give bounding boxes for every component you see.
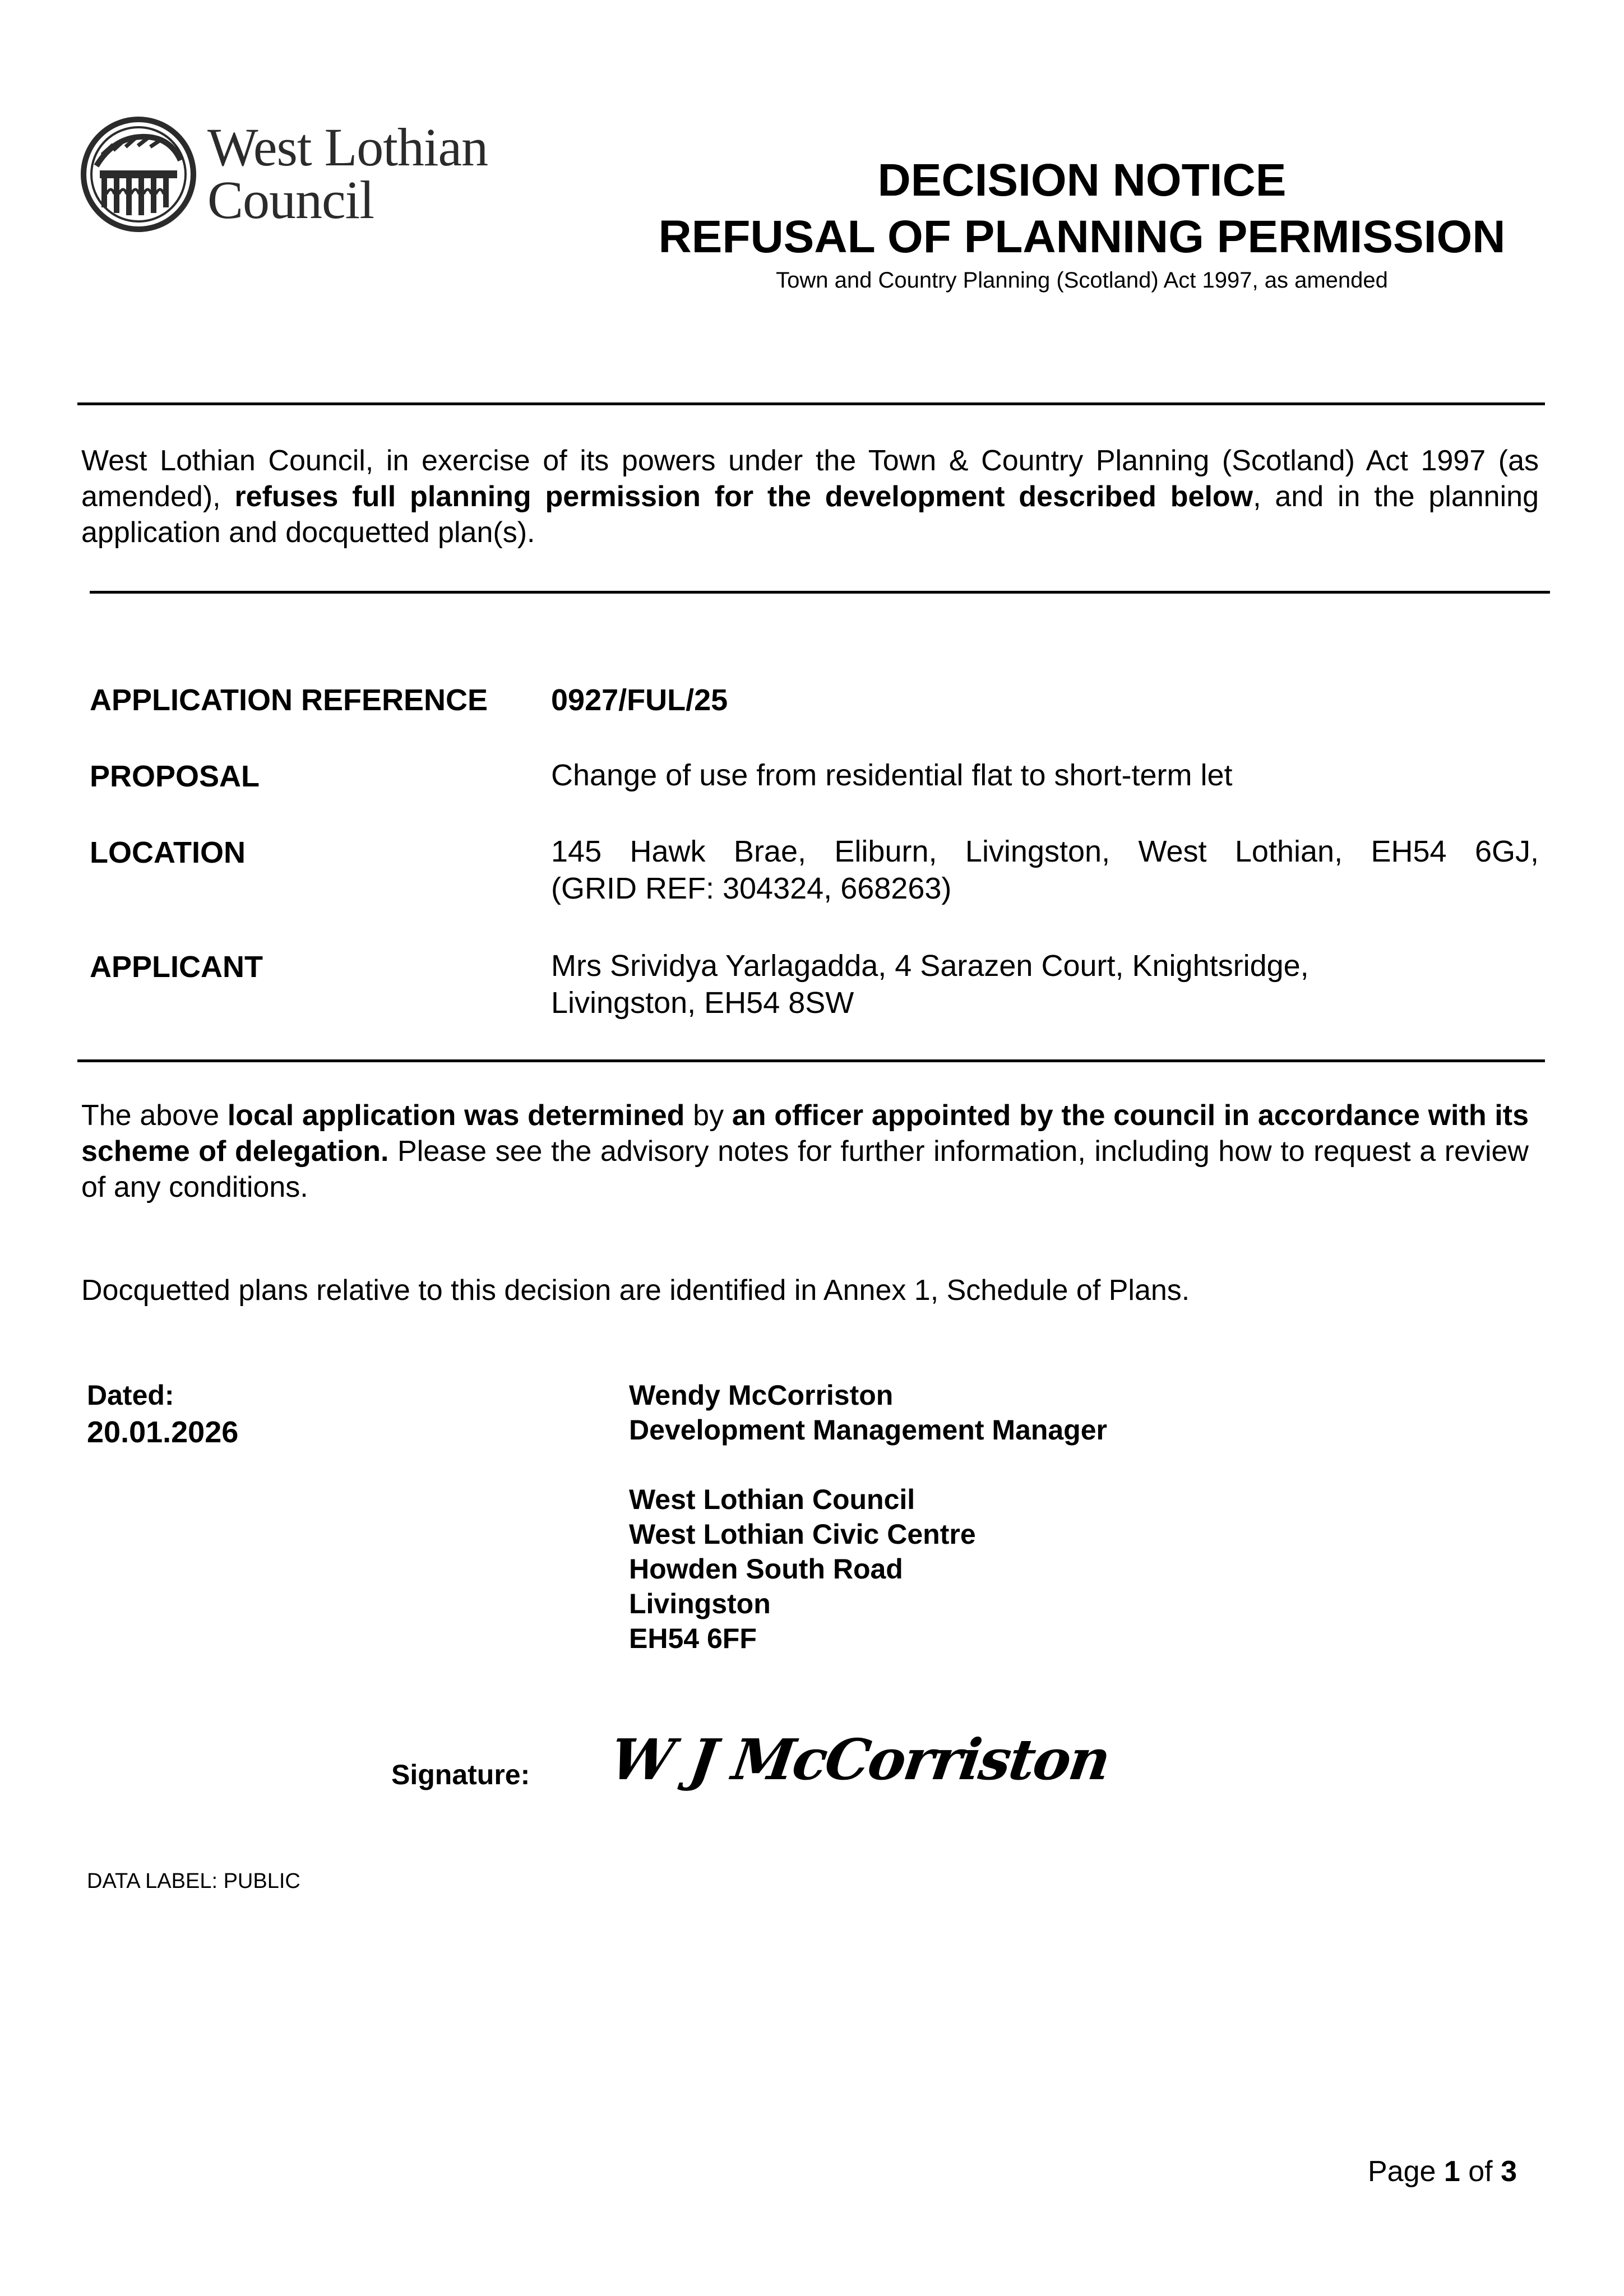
legislation-reference: Town and Country Planning (Scotland) Act 1997, as amended bbox=[776, 268, 1388, 293]
divider-middle bbox=[90, 591, 1550, 594]
dated-value: 20.01.2026 bbox=[87, 1415, 239, 1449]
document-subtitle-heading: REFUSAL OF PLANNING PERMISSION bbox=[658, 211, 1506, 262]
location-value bbox=[551, 833, 1539, 907]
address-line-5: EH54 6FF bbox=[629, 1623, 757, 1654]
proposal-value: Change of use from residential flat to short-term let bbox=[551, 758, 1233, 792]
address-line-4: Livingston bbox=[629, 1588, 771, 1619]
intro-text-1: West Lothian Council, in exercise of its powers under the Town & Country Planning (Scotland) Act 1997 (as amended), bbox=[81, 445, 1539, 513]
intro-paragraph bbox=[81, 443, 1539, 550]
plans-note: Docquetted plans relative to this decision are identified in Annex 1, Schedule of Plans. bbox=[81, 1274, 1190, 1307]
determination-paragraph bbox=[81, 1098, 1529, 1205]
intro-text-2: , and in the planning application and docquetted plan(s). bbox=[81, 480, 1539, 549]
page-number bbox=[1368, 2155, 1517, 2188]
location-label: LOCATION bbox=[90, 836, 246, 869]
proposal-label: PROPOSAL bbox=[90, 760, 260, 793]
applicant-value bbox=[551, 947, 1539, 1021]
page-middle: of bbox=[1460, 2155, 1501, 2188]
address-line-1: West Lothian Council bbox=[629, 1484, 915, 1515]
determination-bold-1: local application was determined bbox=[227, 1099, 685, 1132]
divider-bottom bbox=[77, 1059, 1545, 1062]
council-logo bbox=[80, 115, 528, 239]
determination-text-3: Please see the advisory notes for further information, including how to request a review of any conditions. bbox=[81, 1135, 1529, 1203]
signatory-role: Development Management Manager bbox=[629, 1414, 1107, 1446]
reference-value: 0927/FUL/25 bbox=[551, 683, 728, 717]
council-logo-text bbox=[207, 117, 488, 230]
location-line-1: 145 Hawk Brae, Eliburn, Livingston, West Lothian, EH54 6GJ, bbox=[551, 835, 1539, 868]
address-line-2: West Lothian Civic Centre bbox=[629, 1519, 976, 1550]
address-line-3: Howden South Road bbox=[629, 1553, 903, 1585]
logo-line-1: West Lothian bbox=[207, 117, 488, 177]
page-current: 1 bbox=[1443, 2155, 1460, 2188]
applicant-line-1: Mrs Srividya Yarlagadda, 4 Sarazen Court, Knightsridge, bbox=[551, 949, 1309, 983]
page-total: 3 bbox=[1501, 2155, 1517, 2188]
data-label: DATA LABEL: PUBLIC bbox=[87, 1869, 300, 1893]
page-prefix: Page bbox=[1368, 2155, 1444, 2188]
council-crest-icon bbox=[80, 115, 197, 233]
determination-bold-2: an officer appointed by the council in accordance with its scheme of delegation. bbox=[81, 1099, 1529, 1168]
intro-text-bold: refuses full planning permission for the development described below bbox=[234, 480, 1253, 513]
applicant-label: APPLICANT bbox=[90, 950, 263, 984]
divider-top bbox=[77, 402, 1545, 405]
document-title: DECISION NOTICE bbox=[877, 155, 1287, 206]
determination-text-2: by bbox=[684, 1099, 732, 1132]
applicant-line-2: Livingston, EH54 8SW bbox=[551, 986, 854, 1020]
handwritten-signature: W J McCorriston bbox=[606, 1726, 1113, 1793]
signature-label: Signature: bbox=[391, 1759, 530, 1790]
dated-label: Dated: bbox=[87, 1380, 174, 1411]
reference-label: APPLICATION REFERENCE bbox=[90, 683, 488, 717]
logo-line-2: Council bbox=[207, 170, 374, 230]
determination-text-1: The above bbox=[81, 1099, 228, 1132]
signatory-name: Wendy McCorriston bbox=[629, 1380, 894, 1411]
location-line-2: (GRID REF: 304324, 668263) bbox=[551, 872, 952, 905]
signatory-block bbox=[629, 1378, 1107, 1656]
